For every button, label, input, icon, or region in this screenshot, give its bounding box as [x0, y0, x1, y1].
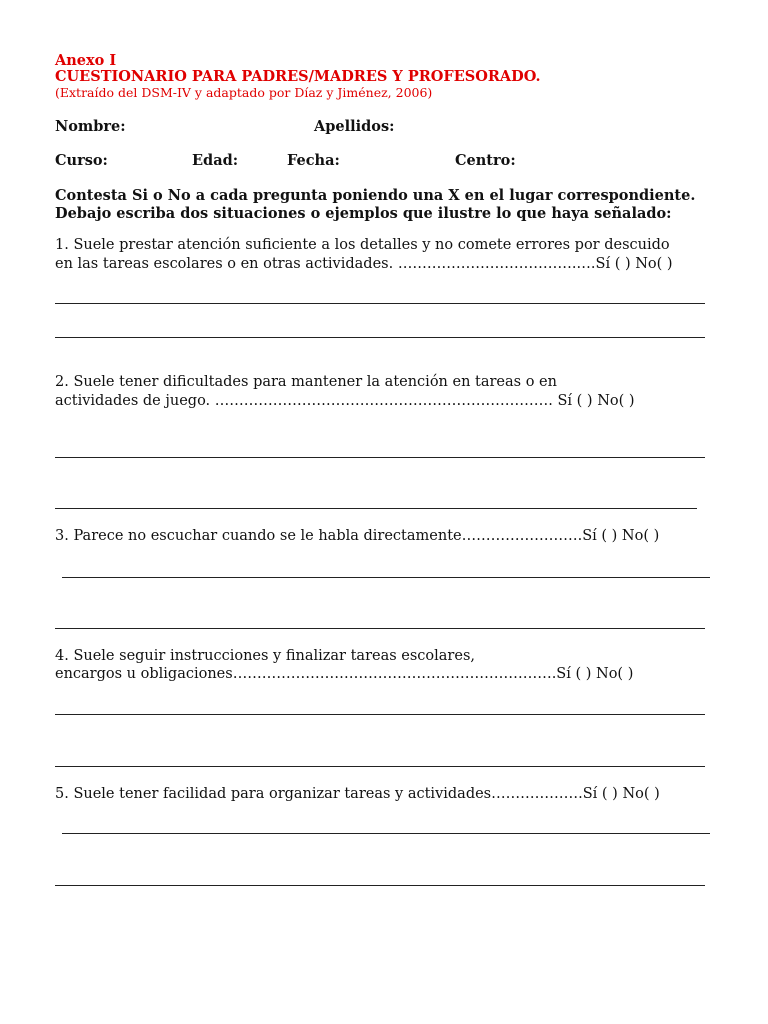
nombre-label: Nombre: — [55, 118, 126, 135]
questionnaire-title: CUESTIONARIO PARA PADRES/MADRES Y PROFESORADO. — [55, 68, 541, 85]
question-1-answer-line: en las tareas escolares o en otras actividades. ……………………………….….Sí ( ) No( ) — [55, 256, 673, 272]
answer-line[interactable] — [55, 885, 705, 886]
answer-line[interactable] — [55, 508, 697, 509]
annex-label: Anexo I — [55, 52, 117, 69]
question-5-text: 5. Suele tener facilidad para organizar tareas y actividades……………….Sí ( ) No( ) — [55, 786, 660, 802]
question-2-text: 2. Suele tener dificultades para mantener la atención en tareas o en — [55, 374, 557, 390]
instructions-line-2: Debajo escriba dos situaciones o ejemplos que ilustre lo que haya señalado: — [55, 205, 672, 222]
instructions-line-1: Contesta Si o No a cada pregunta poniendo una X en el lugar correspondiente. — [55, 187, 696, 204]
centro-label: Centro: — [455, 152, 516, 169]
answer-line[interactable] — [55, 714, 705, 715]
apellidos-label: Apellidos: — [314, 118, 395, 135]
answer-line[interactable] — [55, 766, 705, 767]
answer-line[interactable] — [55, 303, 705, 304]
question-2-answer-line: actividades de juego. ……………………………………………………………. Sí ( ) No( ) — [55, 393, 635, 409]
question-4-text: 4. Suele seguir instrucciones y finalizar tareas escolares, — [55, 648, 475, 664]
edad-label: Edad: — [192, 152, 239, 169]
answer-line[interactable] — [55, 457, 705, 458]
question-3-text: 3. Parece no escuchar cuando se le habla directamente…………………….Sí ( ) No( ) — [55, 528, 660, 544]
curso-label: Curso: — [55, 152, 108, 169]
answer-line[interactable] — [55, 628, 705, 629]
question-4-answer-line: encargos u obligaciones………………………………………………………….Sí ( ) No( ) — [55, 666, 634, 682]
question-1-text: 1. Suele prestar atención suficiente a los detalles y no comete errores por descuido — [55, 237, 670, 253]
fecha-label: Fecha: — [287, 152, 340, 169]
source-note: (Extraído del DSM-IV y adaptado por Díaz y Jiménez, 2006) — [55, 85, 433, 100]
answer-line[interactable] — [62, 833, 710, 834]
answer-line[interactable] — [55, 337, 705, 338]
answer-line[interactable] — [62, 577, 710, 578]
